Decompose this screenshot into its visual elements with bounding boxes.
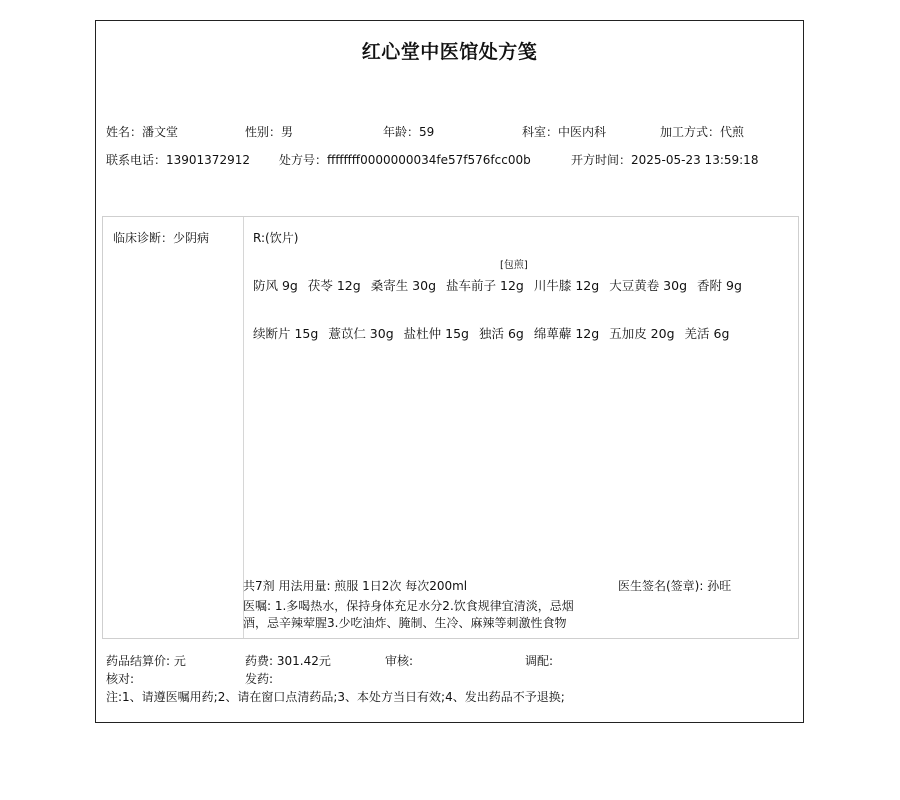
contact-phone: 联系电话：13901372912 [106,153,250,167]
herb-item: 香附 9g [697,278,742,293]
herb-item: 薏苡仁 30g [328,326,394,341]
prescription-title: 红心堂中医馆处方笺 [361,41,538,63]
prescription-sheet [95,20,804,723]
herb-item: 盐杜仲 15g [403,326,469,341]
prescription-time: 开方时间：2025-05-23 13:59:18 [571,153,759,167]
herb-item: 大豆黄卷 30g [609,278,688,293]
patient-name: 姓名：潘文堂 [106,125,179,139]
herb-item: 羌活 6g [684,326,730,341]
review-field: 审核: [385,654,414,668]
herb-row-1 [253,276,752,294]
herb-item: 桑寄生 30g [370,278,437,293]
doctor-signature: 医生签名(签章): 孙旺 [618,579,732,593]
herb-row-2 [253,324,739,342]
department: 科室：中医内科 [522,125,607,139]
prescription-number: 处方号：ffffffff0000000034fe57f576fcc00b [279,153,531,167]
herb-item: 五加皮 20g [609,326,675,341]
patient-sex: 性别：男 [245,125,294,139]
dosage-instructions: 共7剂 用法用量: 煎服 1日2次 每次200ml [243,579,468,593]
patient-age: 年龄：59 [383,125,435,139]
herb-item: 茯苓 12g [307,278,361,293]
herb-item: 绵萆薢 12g [533,326,600,341]
column-divider [243,217,244,638]
processing-method: 加工方式：代煎 [660,125,745,139]
rx-header: R:(饮片) [253,231,299,245]
drug-fee: 药费: 301.42元 [245,654,331,668]
check-field: 核对: [106,672,135,686]
medical-advice-line-2: 酒，忌辛辣荤腥3.少吃油炸、腌制、生冷、麻辣等刺激性食物 [243,616,567,630]
dispense-field: 调配: [525,654,554,668]
clinical-diagnosis: 临床诊断：少阴病 [113,231,210,245]
prescription-body [102,216,799,639]
medical-advice-line-1: 医嘱: 1.多喝热水，保持身体充足水分2.饮食规律宜清淡，忌烟 [243,599,574,613]
herb-item: 续断片 15g [253,326,319,341]
herb-item: 独活 6g [478,326,524,341]
decoction-note: [包煎] [500,260,528,271]
herb-item: 川牛膝 12g [533,278,600,293]
herb-item: 防风 9g [253,278,298,293]
footer-note: 注:1、请遵医嘱用药;2、请在窗口点清药品;3、本处方当日有效;4、发出药品不予退换; [106,690,565,704]
herb-item: 盐车前子 12g [446,278,524,293]
settlement-price: 药品结算价: 元 [106,654,186,668]
issue-field: 发药: [245,672,274,686]
